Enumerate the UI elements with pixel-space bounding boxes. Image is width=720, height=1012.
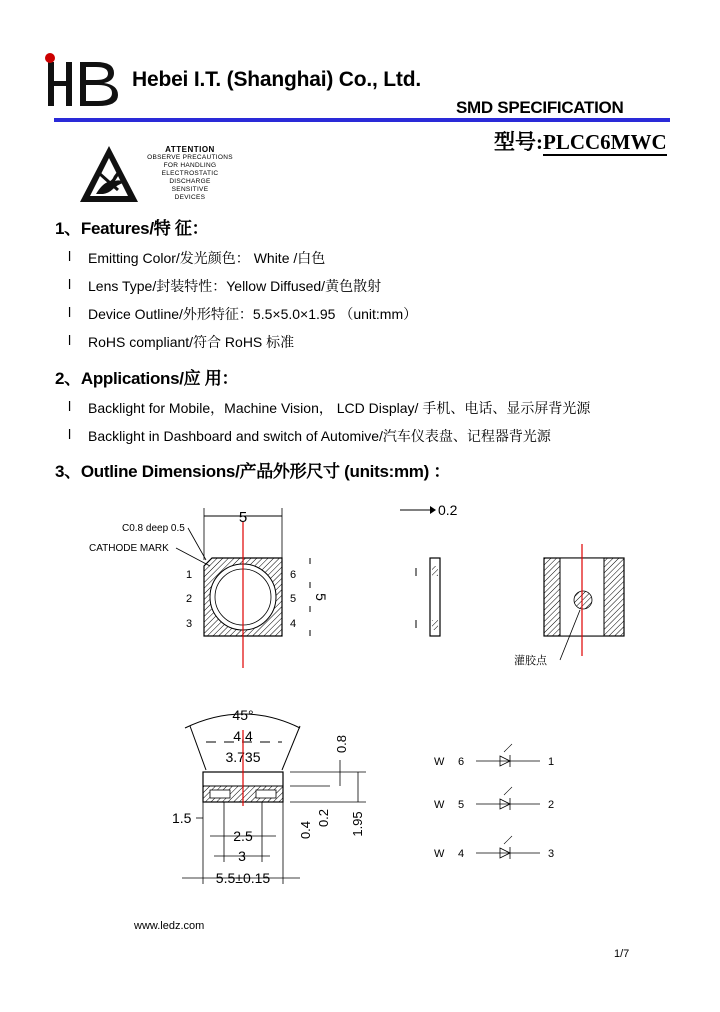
feature-text: RoHS compliant/符合 RoHS 标准 [88, 334, 295, 350]
bullet-marker: l [68, 248, 72, 264]
application-text: Backlight in Dashboard and switch of Automive/汽车仪表盘、记程器背光源 [88, 428, 551, 444]
dim-3: 3 [238, 848, 246, 864]
company-name: Hebei I.T. (Shanghai) Co., Ltd. [132, 68, 421, 91]
bullet-marker: l [68, 398, 72, 414]
cross-section-view [514, 544, 624, 667]
dim-2-5: 2.5 [233, 828, 253, 844]
top-view [89, 508, 329, 668]
esd-line: DEVICES [174, 194, 206, 201]
bullet-marker: l [68, 332, 72, 348]
circuit-w: W [434, 756, 445, 768]
dim-4-4: 4.4 [233, 728, 253, 744]
esd-line: ATTENTION [165, 145, 215, 154]
feature-text: Device Outline/外形特征：5.5×5.0×1.95 （unit:mm） [88, 306, 418, 322]
circuit-left-pin: 6 [458, 756, 465, 768]
dim-5-5: 5.5±0.15 [215, 870, 271, 886]
spec-title: SMD SPECIFICATION [456, 98, 624, 117]
pin-label: 4 [290, 618, 297, 630]
applications-heading: 2、Applications/应 用： [55, 369, 239, 388]
circuit-left-pin: 4 [458, 848, 465, 860]
pin-label: 2 [186, 593, 193, 605]
dim-1-95: 1.95 [350, 811, 365, 837]
circuit-row [434, 744, 554, 768]
model-value: PLCC6MWC [543, 130, 667, 154]
feature-text: Lens Type/封装特性：Yellow Diffused/黄色散射 [88, 278, 382, 294]
pin-label: 1 [186, 569, 193, 581]
features-heading: 1、Features/特 征： [55, 219, 209, 238]
pin-label: 5 [290, 593, 297, 605]
circuit-right-pin: 2 [548, 799, 555, 811]
dim-side-height: 5 [313, 593, 329, 601]
footer-url: www.ledz.com [134, 920, 205, 932]
esd-line: OBSERVE PRECAUTIONS [147, 154, 233, 161]
dim-1-5: 1.5 [172, 810, 192, 826]
dim-0-4: 0.4 [298, 820, 313, 840]
bullet-marker: l [68, 276, 72, 292]
esd-line: DISCHARGE [169, 178, 211, 185]
pin-label: 6 [290, 569, 297, 581]
dim-3-735: 3.735 [225, 749, 261, 765]
dim-angle: 45° [232, 707, 254, 723]
circuit-row [434, 787, 554, 811]
front-view [172, 707, 366, 886]
esd-line: SENSITIVE [171, 186, 209, 193]
page-number: 1/7 [614, 948, 630, 960]
circuit-diagram [434, 744, 554, 860]
side-view [400, 502, 458, 636]
chamfer-label: C0.8 deep 0.5 [122, 523, 185, 534]
dim-0-2: 0.2 [316, 808, 331, 828]
circuit-left-pin: 5 [458, 799, 465, 811]
circuit-row [434, 836, 554, 860]
esd-line: FOR HANDLING [163, 162, 217, 169]
dim-top-width: 5 [238, 509, 248, 526]
bullet-marker: l [68, 304, 72, 320]
application-text: Backlight for Mobile，Machine Vision， LCD Display/ 手机、电话、显示屏背光源 [88, 400, 591, 416]
feature-text: Emitting Color/发光颜色： White /白色 [88, 250, 326, 266]
circuit-right-pin: 1 [548, 756, 555, 768]
pin-label: 3 [186, 618, 193, 630]
circuit-right-pin: 3 [548, 848, 555, 860]
esd-line: ELECTROSTATIC [161, 170, 219, 177]
dim-0-8: 0.8 [334, 734, 349, 754]
outline-heading: 3、Outline Dimensions/产品外形尺寸 (units:mm) ： [55, 462, 451, 481]
circuit-w: W [434, 848, 445, 860]
model-label: 型号: [494, 130, 543, 154]
dim-side-thickness: 0.2 [438, 502, 458, 518]
cathode-label: CATHODE MARK [89, 543, 169, 554]
glue-label: 灌胶点 [514, 655, 547, 667]
circuit-w: W [434, 799, 445, 811]
bullet-marker: l [68, 426, 72, 442]
